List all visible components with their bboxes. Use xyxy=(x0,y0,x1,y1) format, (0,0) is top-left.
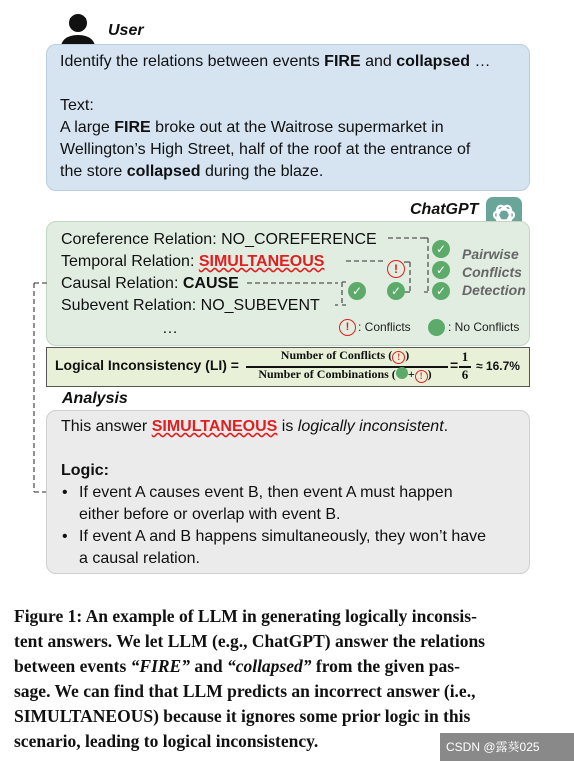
no-conflict-check-icon: ✓ xyxy=(432,261,450,279)
no-conflict-check-icon: ✓ xyxy=(348,282,366,300)
caption-line-5: SIMULTANEOUS) because it ignores some prior logic in this xyxy=(14,706,471,726)
more-relations-ellipsis: … xyxy=(162,320,178,337)
causal-relation: Causal Relation: CAUSE xyxy=(61,275,239,292)
caption-line-4: sage. We can find that LLM predicts an incorrect answer (i.e., xyxy=(14,681,476,701)
text-line-2: Wellington’s High Street, half of the roof at the entrance of xyxy=(60,141,471,158)
no-conflict-check-icon: ✓ xyxy=(432,282,450,300)
logic-rule-1-line-1: If event A causes event B, then event A must happen xyxy=(79,484,453,501)
subevent-relation: Subevent Relation: NO_SUBEVENT xyxy=(61,297,320,314)
text-label: Text: xyxy=(60,97,94,114)
li-equals: = xyxy=(450,357,459,373)
figure-caption xyxy=(14,604,570,754)
detection-label: Detection xyxy=(462,282,526,298)
analysis-label: Analysis xyxy=(62,390,128,407)
legend-no-conflict-icon xyxy=(428,319,445,336)
conflicts-label: Conflicts xyxy=(462,264,522,280)
bullet-2-marker: • xyxy=(62,528,68,545)
coreference-relation: Coreference Relation: NO_COREFERENCE xyxy=(61,231,377,248)
bullet-1-marker: • xyxy=(62,484,68,501)
legend-conflict-icon: ! xyxy=(339,319,356,336)
no-conflict-check-icon: ✓ xyxy=(387,282,405,300)
temporal-relation: Temporal Relation: SIMULTANEOUS xyxy=(61,253,325,270)
watermark: CSDN @露葵025 xyxy=(446,740,540,754)
li-result-numerator: 1 xyxy=(461,349,469,364)
li-denominator: Number of Combinations ( + ! ) xyxy=(258,367,432,381)
user-label: User xyxy=(108,22,144,39)
caption-line-3: between events “FIRE” and “collapsed” from the given pas- xyxy=(14,656,460,676)
text-line-1: A large FIRE broke out at the Waitrose supermarket in xyxy=(60,119,444,136)
logic-rule-1-line-2: either before or overlap with event B. xyxy=(79,506,341,523)
li-label: Logical Inconsistency (LI) = xyxy=(55,357,239,373)
pairwise-label: Pairwise xyxy=(462,246,519,262)
legend-conflicts: : Conflicts xyxy=(358,320,411,334)
li-result-denominator: 6 xyxy=(461,367,469,382)
li-numerator: Number of Conflicts ( ! ) xyxy=(280,348,410,362)
conflict-warning-icon: ! xyxy=(387,260,405,278)
caption-line-6: scenario, leading to logical inconsistency. xyxy=(14,731,319,751)
analysis-answer: This answer SIMULTANEOUS is logically inconsistent. xyxy=(61,418,449,435)
li-percentage: ≈ 16.7% xyxy=(476,359,520,373)
logic-label: Logic: xyxy=(61,462,109,479)
caption-line-1: Figure 1: An example of LLM in generating logically inconsis- xyxy=(14,606,477,626)
chatgpt-label: ChatGPT xyxy=(410,201,479,218)
text-line-3: the store collapsed during the blaze. xyxy=(60,163,324,180)
logic-rule-2-line-2: a causal relation. xyxy=(79,550,200,567)
no-conflict-check-icon: ✓ xyxy=(432,240,450,258)
user-question: Identify the relations between events FIRE and collapsed … xyxy=(60,53,491,70)
legend-no-conflicts: : No Conflicts xyxy=(448,320,520,334)
caption-line-2: tent answers. We let LLM (e.g., ChatGPT) answer the relations xyxy=(14,631,485,651)
logic-rule-2-line-1: If event A and B happens simultaneously, they won’t have xyxy=(79,528,487,545)
